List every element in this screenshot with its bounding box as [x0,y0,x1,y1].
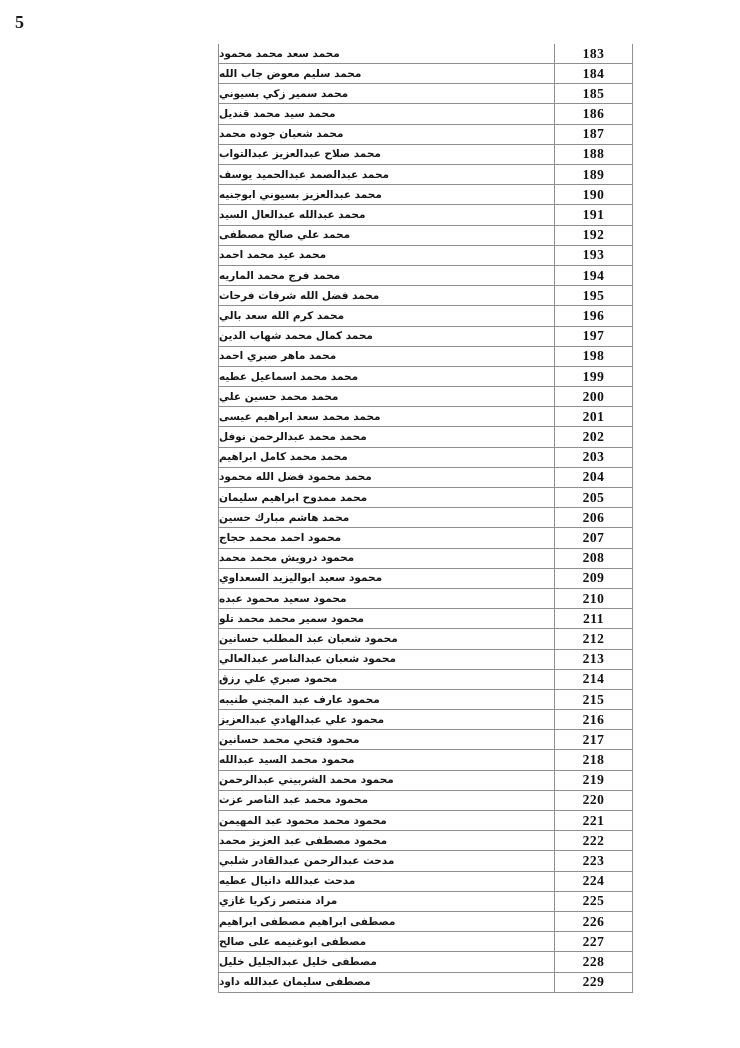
row-number: 194 [555,265,633,285]
row-number: 195 [555,286,633,306]
person-name: محمود درويش محمد محمد [219,548,555,568]
table-row [219,265,633,285]
row-number: 210 [555,588,633,608]
person-name: محمود محمد محمود عبد المهيمن [219,811,555,831]
table-row [219,165,633,185]
person-name: محمود عارف عبد المجني طنيبه [219,689,555,709]
person-name: محمد سمير زكي بسيوني [219,84,555,104]
row-number: 225 [555,891,633,911]
person-name: محمود شعبان عبدالناصر عبدالعالي [219,649,555,669]
row-number: 227 [555,932,633,952]
person-name: محمد سعد محمد محمود [219,44,555,64]
person-name: محمد هاشم مبارك حسين [219,508,555,528]
table-row [219,306,633,326]
person-name: محمود محمد السيد عبدالله [219,750,555,770]
table-row [219,689,633,709]
row-number: 184 [555,64,633,84]
row-number: 190 [555,185,633,205]
person-name: محمد شعبان جوده محمد [219,124,555,144]
table-row [219,144,633,164]
person-name: مصطفى خليل عبدالجليل خليل [219,952,555,972]
row-number: 223 [555,851,633,871]
row-number: 188 [555,144,633,164]
person-name: محمد عيد محمد احمد [219,245,555,265]
table-row [219,467,633,487]
names-table [218,44,633,993]
person-name: محمد صلاح عبدالعزيز عبدالتواب [219,144,555,164]
table-row [219,346,633,366]
person-name: مدحت عبدالرحمن عبدالقادر شلبي [219,851,555,871]
table-row [219,588,633,608]
table-row [219,750,633,770]
table-row [219,44,633,64]
table-row [219,104,633,124]
row-number: 192 [555,225,633,245]
row-number: 218 [555,750,633,770]
person-name: محمود سمير محمد محمد تلو [219,609,555,629]
person-name: مصطفى ابوغنيمه على صالح [219,932,555,952]
person-name: محمود سعيد محمود عبده [219,588,555,608]
row-number: 228 [555,952,633,972]
table-row [219,528,633,548]
row-number: 191 [555,205,633,225]
row-number: 183 [555,44,633,64]
row-number: 208 [555,548,633,568]
person-name: مدحت عبدالله دانيال عطيه [219,871,555,891]
table-row [219,64,633,84]
names-table-body [219,44,633,993]
person-name: محمود احمد محمد حجاج [219,528,555,548]
row-number: 219 [555,770,633,790]
table-row [219,447,633,467]
table-row [219,891,633,911]
table-row [219,811,633,831]
person-name: محمد عبدالله عبدالعال السيد [219,205,555,225]
row-number: 222 [555,831,633,851]
table-row [219,730,633,750]
row-number: 211 [555,609,633,629]
row-number: 215 [555,689,633,709]
row-number: 229 [555,972,633,992]
person-name: محمود مصطفى عبد العزيز محمد [219,831,555,851]
row-number: 224 [555,871,633,891]
table-row [219,427,633,447]
table-row [219,911,633,931]
person-name: محمود علي عبدالهادي عبدالعزيز [219,710,555,730]
table-row [219,548,633,568]
table-row [219,225,633,245]
person-name: محمد محمد سعد ابراهيم عيسى [219,407,555,427]
row-number: 206 [555,508,633,528]
person-name: محمد ماهر صبري احمد [219,346,555,366]
person-name: محمود صبري علي رزق [219,669,555,689]
table-row [219,326,633,346]
person-name: محمد محمد عبدالرحمن نوفل [219,427,555,447]
row-number: 212 [555,629,633,649]
table-row [219,205,633,225]
row-number: 226 [555,911,633,931]
person-name: محمد كمال محمد شهاب الدين [219,326,555,346]
table-row [219,831,633,851]
row-number: 217 [555,730,633,750]
row-number: 214 [555,669,633,689]
table-row [219,932,633,952]
table-row [219,649,633,669]
table-row [219,952,633,972]
row-number: 205 [555,488,633,508]
person-name: محمد محمد اسماعيل عطيه [219,366,555,386]
row-number: 197 [555,326,633,346]
person-name: مصطفى ابراهيم مصطفى ابراهيم [219,911,555,931]
row-number: 213 [555,649,633,669]
table-row [219,851,633,871]
person-name: محمد عبدالصمد عبدالحميد يوسف [219,165,555,185]
table-row [219,124,633,144]
page-number: 5 [15,12,24,32]
table-row [219,185,633,205]
person-name: محمود محمد الشربيني عبدالرحمن [219,770,555,790]
person-name: مصطفى سليمان عبدالله داود [219,972,555,992]
table-row [219,508,633,528]
table-row [219,84,633,104]
person-name: محمد سليم معوض جاب الله [219,64,555,84]
person-name: محمد كرم الله سعد بالي [219,306,555,326]
person-name: مراد منتصر زكريا غازي [219,891,555,911]
row-number: 209 [555,568,633,588]
row-number: 220 [555,790,633,810]
row-number: 199 [555,366,633,386]
row-number: 186 [555,104,633,124]
row-number: 189 [555,165,633,185]
table-row [219,790,633,810]
row-number: 193 [555,245,633,265]
table-row [219,387,633,407]
person-name: محمد عبدالعزيز بسيوني ابوجنيه [219,185,555,205]
table-row [219,770,633,790]
row-number: 196 [555,306,633,326]
table-row [219,669,633,689]
table-row [219,710,633,730]
person-name: محمد فرج محمد الماريه [219,265,555,285]
table-row [219,629,633,649]
person-name: محمد علي صالح مصطفى [219,225,555,245]
table-row [219,568,633,588]
person-name: محمود محمد عبد الناصر عزت [219,790,555,810]
row-number: 198 [555,346,633,366]
table-row [219,871,633,891]
row-number: 185 [555,84,633,104]
table-row [219,366,633,386]
table-row [219,609,633,629]
person-name: محمود فتحي محمد حسانين [219,730,555,750]
table-row [219,488,633,508]
row-number: 207 [555,528,633,548]
person-name: محمود شعبان عبد المطلب حسانين [219,629,555,649]
person-name: محمد محمد كامل ابراهيم [219,447,555,467]
row-number: 187 [555,124,633,144]
person-name: محمد ممدوح ابراهيم سليمان [219,488,555,508]
row-number: 202 [555,427,633,447]
person-name: محمد محمد حسين علي [219,387,555,407]
row-number: 204 [555,467,633,487]
row-number: 203 [555,447,633,467]
row-number: 221 [555,811,633,831]
table-row [219,286,633,306]
person-name: محمد فضل الله شرفات فرحات [219,286,555,306]
person-name: محمد محمود فضل الله محمود [219,467,555,487]
table-row [219,245,633,265]
row-number: 200 [555,387,633,407]
row-number: 216 [555,710,633,730]
row-number: 201 [555,407,633,427]
person-name: محمد سيد محمد قنديل [219,104,555,124]
table-row [219,407,633,427]
person-name: محمود سعيد ابواليزيد السعداوي [219,568,555,588]
table-row [219,972,633,992]
